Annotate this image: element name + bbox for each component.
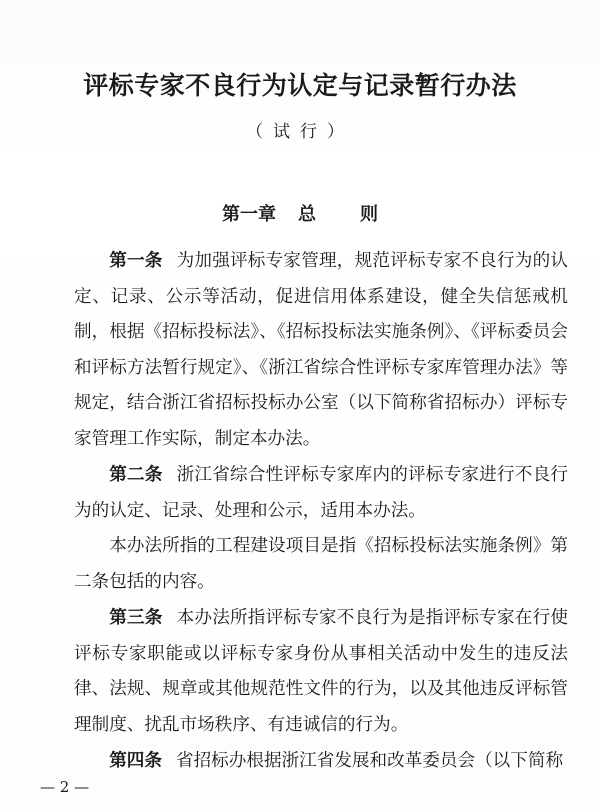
document-title: 评标专家不良行为认定与记录暂行办法 xyxy=(83,71,517,100)
article-text: 为加强评标专家管理，规范评标专家不良行为的认定、记录、公示等活动，促进信用体系建设，健全失信惩戒机制，根据《招标投标法》、《招标投标法实施条例》、《评标委员会和评标方法暂行规定》、《浙江省综合性评标专家库管理办法》等规定，结合浙江省招标投标办公室（以下简称省招标办）评标专家管理工作实际，制定本办法。 xyxy=(74,251,568,449)
article-text: 本办法所指评标专家不良行为是指评标专家在行使评标专家职能或以评标专家身份从事相关活动中发生的违反法律、法规、规章或其他规范性文件的行为，以及其他违反评标管理制度、扰乱市场秩序、有违诚信的行为。 xyxy=(74,608,568,735)
page-number: — 2 — xyxy=(40,778,90,796)
article-number: 第四条 xyxy=(109,750,162,771)
article-paragraph xyxy=(74,457,568,529)
chapter-heading xyxy=(0,200,600,226)
chapter-name-part2: 则 xyxy=(360,204,378,225)
document-body xyxy=(74,243,568,780)
chapter-number: 第一章 xyxy=(222,204,276,225)
article-paragraph xyxy=(74,743,568,780)
article-paragraph xyxy=(74,529,568,600)
article-text: 浙江省综合性评标专家库内的评标专家进行不良行为的认定、记录、处理和公示，适用本办法。 xyxy=(74,465,568,521)
article-number: 第一条 xyxy=(109,250,163,271)
article-paragraph xyxy=(74,600,568,743)
chapter-name-part1: 总 xyxy=(298,204,316,225)
article-paragraph xyxy=(74,243,568,457)
document-subtitle: （试行） xyxy=(246,122,354,142)
article-number: 第二条 xyxy=(109,464,163,485)
article-text: 省招标办根据浙江省发展和改革委员会（以下简称 xyxy=(175,751,564,771)
article-number: 第三条 xyxy=(109,607,163,628)
article-text: 本办法所指的工程建设项目是指《招标投标法实施条例》第二条包括的内容。 xyxy=(74,536,568,592)
